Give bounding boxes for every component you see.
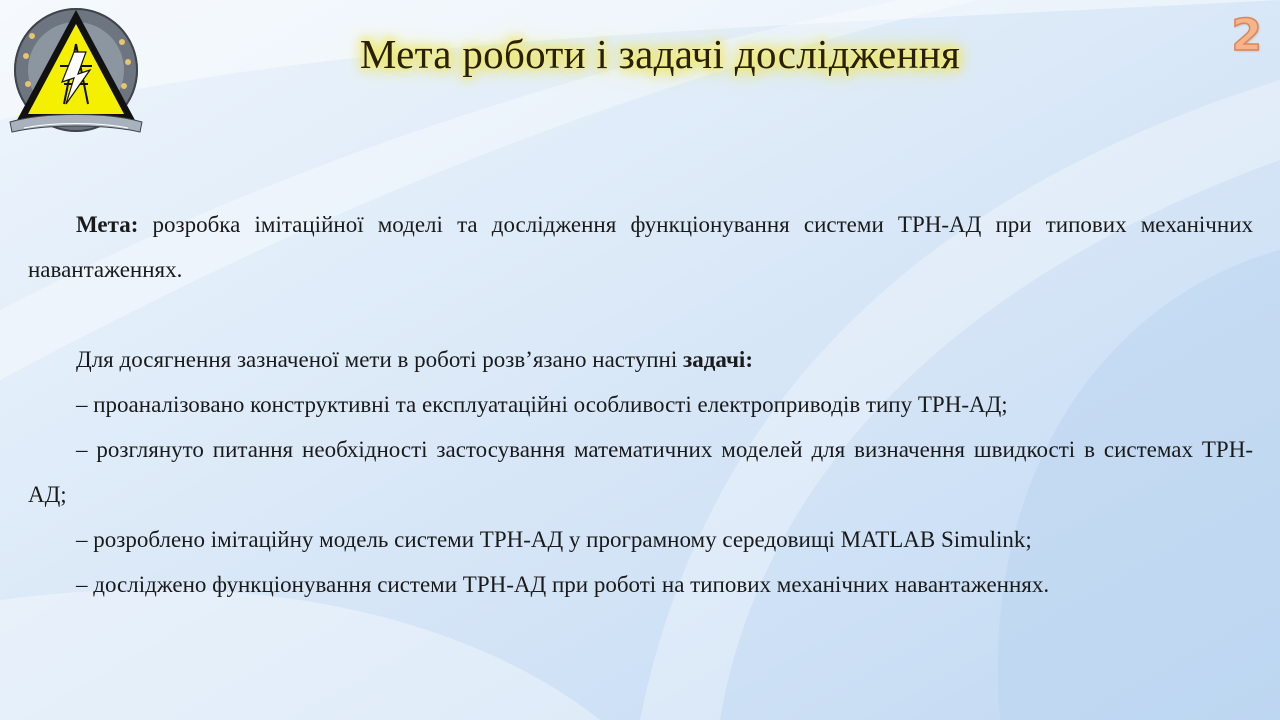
task-item: – розроблено імітаційну модель системи ТРН-АД у програмному середовищі MATLAB Simulink; (76, 527, 1032, 552)
tasks-intro-bold: задачі: (683, 347, 753, 372)
goal-label: Мета: (76, 212, 139, 237)
task-item: – проаналізовано конструктивні та експлуатаційні особливості електроприводів типу ТРН-АД; (76, 392, 1008, 417)
paragraph-spacer (28, 292, 1253, 337)
slide-number: 2 (1231, 10, 1262, 61)
task-item: – досліджено функціонування системи ТРН-АД при роботі на типових механічних навантаженнях. (76, 572, 1050, 597)
tasks-intro-text: Для досягнення зазначеної мети в роботі розв’язано наступні (76, 347, 683, 372)
slide-title: Мета роботи і задачі дослідження (359, 31, 961, 77)
goal-text: розробка імітаційної моделі та дослідження функціонування системи ТРН-АД при типових механічних навантаженнях. (28, 212, 1253, 282)
goal-paragraph (28, 202, 1253, 292)
tasks-intro (28, 337, 1253, 382)
task-item: – розглянуто питання необхідності застосування математичних моделей для визначення швидкості в системах ТРН-АД; (28, 437, 1253, 507)
slide-body (28, 202, 1253, 607)
